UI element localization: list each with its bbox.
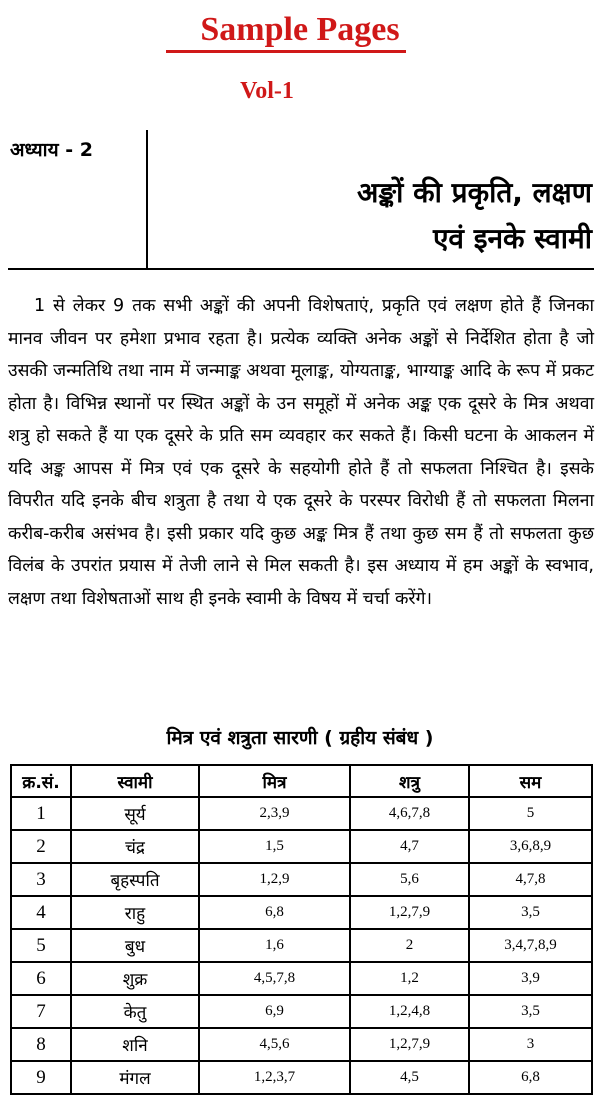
cell-neutral: 3,5 <box>469 995 592 1028</box>
cell-enemy: 4,7 <box>350 830 469 863</box>
cell-friend: 1,2,9 <box>199 863 350 896</box>
header-serial: क्र.सं. <box>11 765 71 797</box>
cell-neutral: 5 <box>469 797 592 830</box>
cell-enemy: 4,6,7,8 <box>350 797 469 830</box>
table-row <box>11 995 592 1028</box>
cell-serial: 4 <box>11 896 71 929</box>
header-friend: मित्र <box>199 765 350 797</box>
cell-lord: चंद्र <box>71 830 199 863</box>
cell-lord: सूर्य <box>71 797 199 830</box>
header-lord: स्वामी <box>71 765 199 797</box>
chapter-label: अध्याय - 2 <box>10 139 93 161</box>
cell-serial: 9 <box>11 1061 71 1094</box>
cell-serial: 1 <box>11 797 71 830</box>
relationship-table <box>10 764 593 1095</box>
cell-lord: शनि <box>71 1028 199 1061</box>
chapter-title <box>162 170 592 262</box>
cell-lord: बृहस्पति <box>71 863 199 896</box>
cell-lord: बुध <box>71 929 199 962</box>
cell-friend: 6,8 <box>199 896 350 929</box>
cell-lord: राहु <box>71 896 199 929</box>
cell-friend: 6,9 <box>199 995 350 1028</box>
table-row <box>11 896 592 929</box>
cell-serial: 6 <box>11 962 71 995</box>
table-row <box>11 797 592 830</box>
header-neutral: सम <box>469 765 592 797</box>
table-title: मित्र एवं शत्रुता सारणी ( ग्रहीय संबंध ) <box>166 727 434 749</box>
cell-serial: 8 <box>11 1028 71 1061</box>
cell-enemy: 1,2,7,9 <box>350 896 469 929</box>
chapter-title-line-2: एवं इनके स्वामी <box>432 222 592 255</box>
cell-neutral: 6,8 <box>469 1061 592 1094</box>
cell-enemy: 2 <box>350 929 469 962</box>
banner-underline <box>166 50 406 53</box>
cell-neutral: 3,5 <box>469 896 592 929</box>
cell-neutral: 3,4,7,8,9 <box>469 929 592 962</box>
cell-friend: 2,3,9 <box>199 797 350 830</box>
chapter-title-line-1: अङ्कों की प्रकृति, लक्षण <box>357 176 592 209</box>
cell-serial: 2 <box>11 830 71 863</box>
cell-enemy: 1,2 <box>350 962 469 995</box>
table-row <box>11 962 592 995</box>
cell-enemy: 1,2,7,9 <box>350 1028 469 1061</box>
header-enemy: शत्रु <box>350 765 469 797</box>
vertical-divider <box>146 130 148 270</box>
cell-serial: 3 <box>11 863 71 896</box>
cell-serial: 7 <box>11 995 71 1028</box>
cell-friend: 1,5 <box>199 830 350 863</box>
cell-friend: 4,5,7,8 <box>199 962 350 995</box>
banner-volume: Vol-1 <box>240 78 294 104</box>
cell-lord: मंगल <box>71 1061 199 1094</box>
table-row <box>11 863 592 896</box>
table-row <box>11 1061 592 1094</box>
banner-title: Sample Pages <box>200 11 400 48</box>
cell-serial: 5 <box>11 929 71 962</box>
table-header-row <box>11 765 592 797</box>
horizontal-divider <box>8 268 594 270</box>
cell-neutral: 3 <box>469 1028 592 1061</box>
cell-lord: शुक्र <box>71 962 199 995</box>
cell-enemy: 4,5 <box>350 1061 469 1094</box>
cell-enemy: 5,6 <box>350 863 469 896</box>
table-row <box>11 830 592 863</box>
cell-neutral: 4,7,8 <box>469 863 592 896</box>
cell-lord: केतु <box>71 995 199 1028</box>
cell-friend: 1,2,3,7 <box>199 1061 350 1094</box>
table-row <box>11 929 592 962</box>
cell-friend: 1,6 <box>199 929 350 962</box>
table-row <box>11 1028 592 1061</box>
cell-neutral: 3,9 <box>469 962 592 995</box>
cell-enemy: 1,2,4,8 <box>350 995 469 1028</box>
body-paragraph: 1 से लेकर 9 तक सभी अङ्कों की अपनी विशेषताएं, प्रकृति एवं लक्षण होते हैं जिनका मानव जीवन पर हमेशा प्रभाव रहता है। प्रत्येक व्यक्ति अनेक अङ्कों से निर्देशित होता है जो उसकी जन्मतिथि तथा नाम में जन्माङ्क अथवा मूलाङ्क, योग्यताङ्क, भाग्याङ्क आदि के रूप में प्रकट होता है। विभिन्न स्थानों पर स्थित अङ्कों के उन समूहों में अनेक अङ्क एक दूसरे के मित्र अथवा शत्रु हो सकते हैं या एक दूसरे के प्रति सम व्यवहार कर सकते हैं। किसी घटना के आकलन में यदि अङ्क आपस में मित्र एवं एक दूसरे के सहयोगी होते हैं तो सफलता निश्चित है। इसके विपरीत यदि इनके बीच शत्रुता है तथा ये एक दूसरे के परस्पर विरोधी हैं तो सफलता मिलना करीब-करीब असंभव है। इसी प्रकार यदि कुछ अङ्क मित्र हैं तथा कुछ सम हैं तो सफलता कुछ विलंब के उपरांत प्रयास में तेजी लाने से मिल सकती है। इस अध्याय में हम अङ्कों के स्वभाव, लक्षण तथा विशेषताओं साथ ही इनके स्वामी के विषय में चर्चा करेंगे। <box>8 296 594 609</box>
cell-friend: 4,5,6 <box>199 1028 350 1061</box>
cell-neutral: 3,6,8,9 <box>469 830 592 863</box>
